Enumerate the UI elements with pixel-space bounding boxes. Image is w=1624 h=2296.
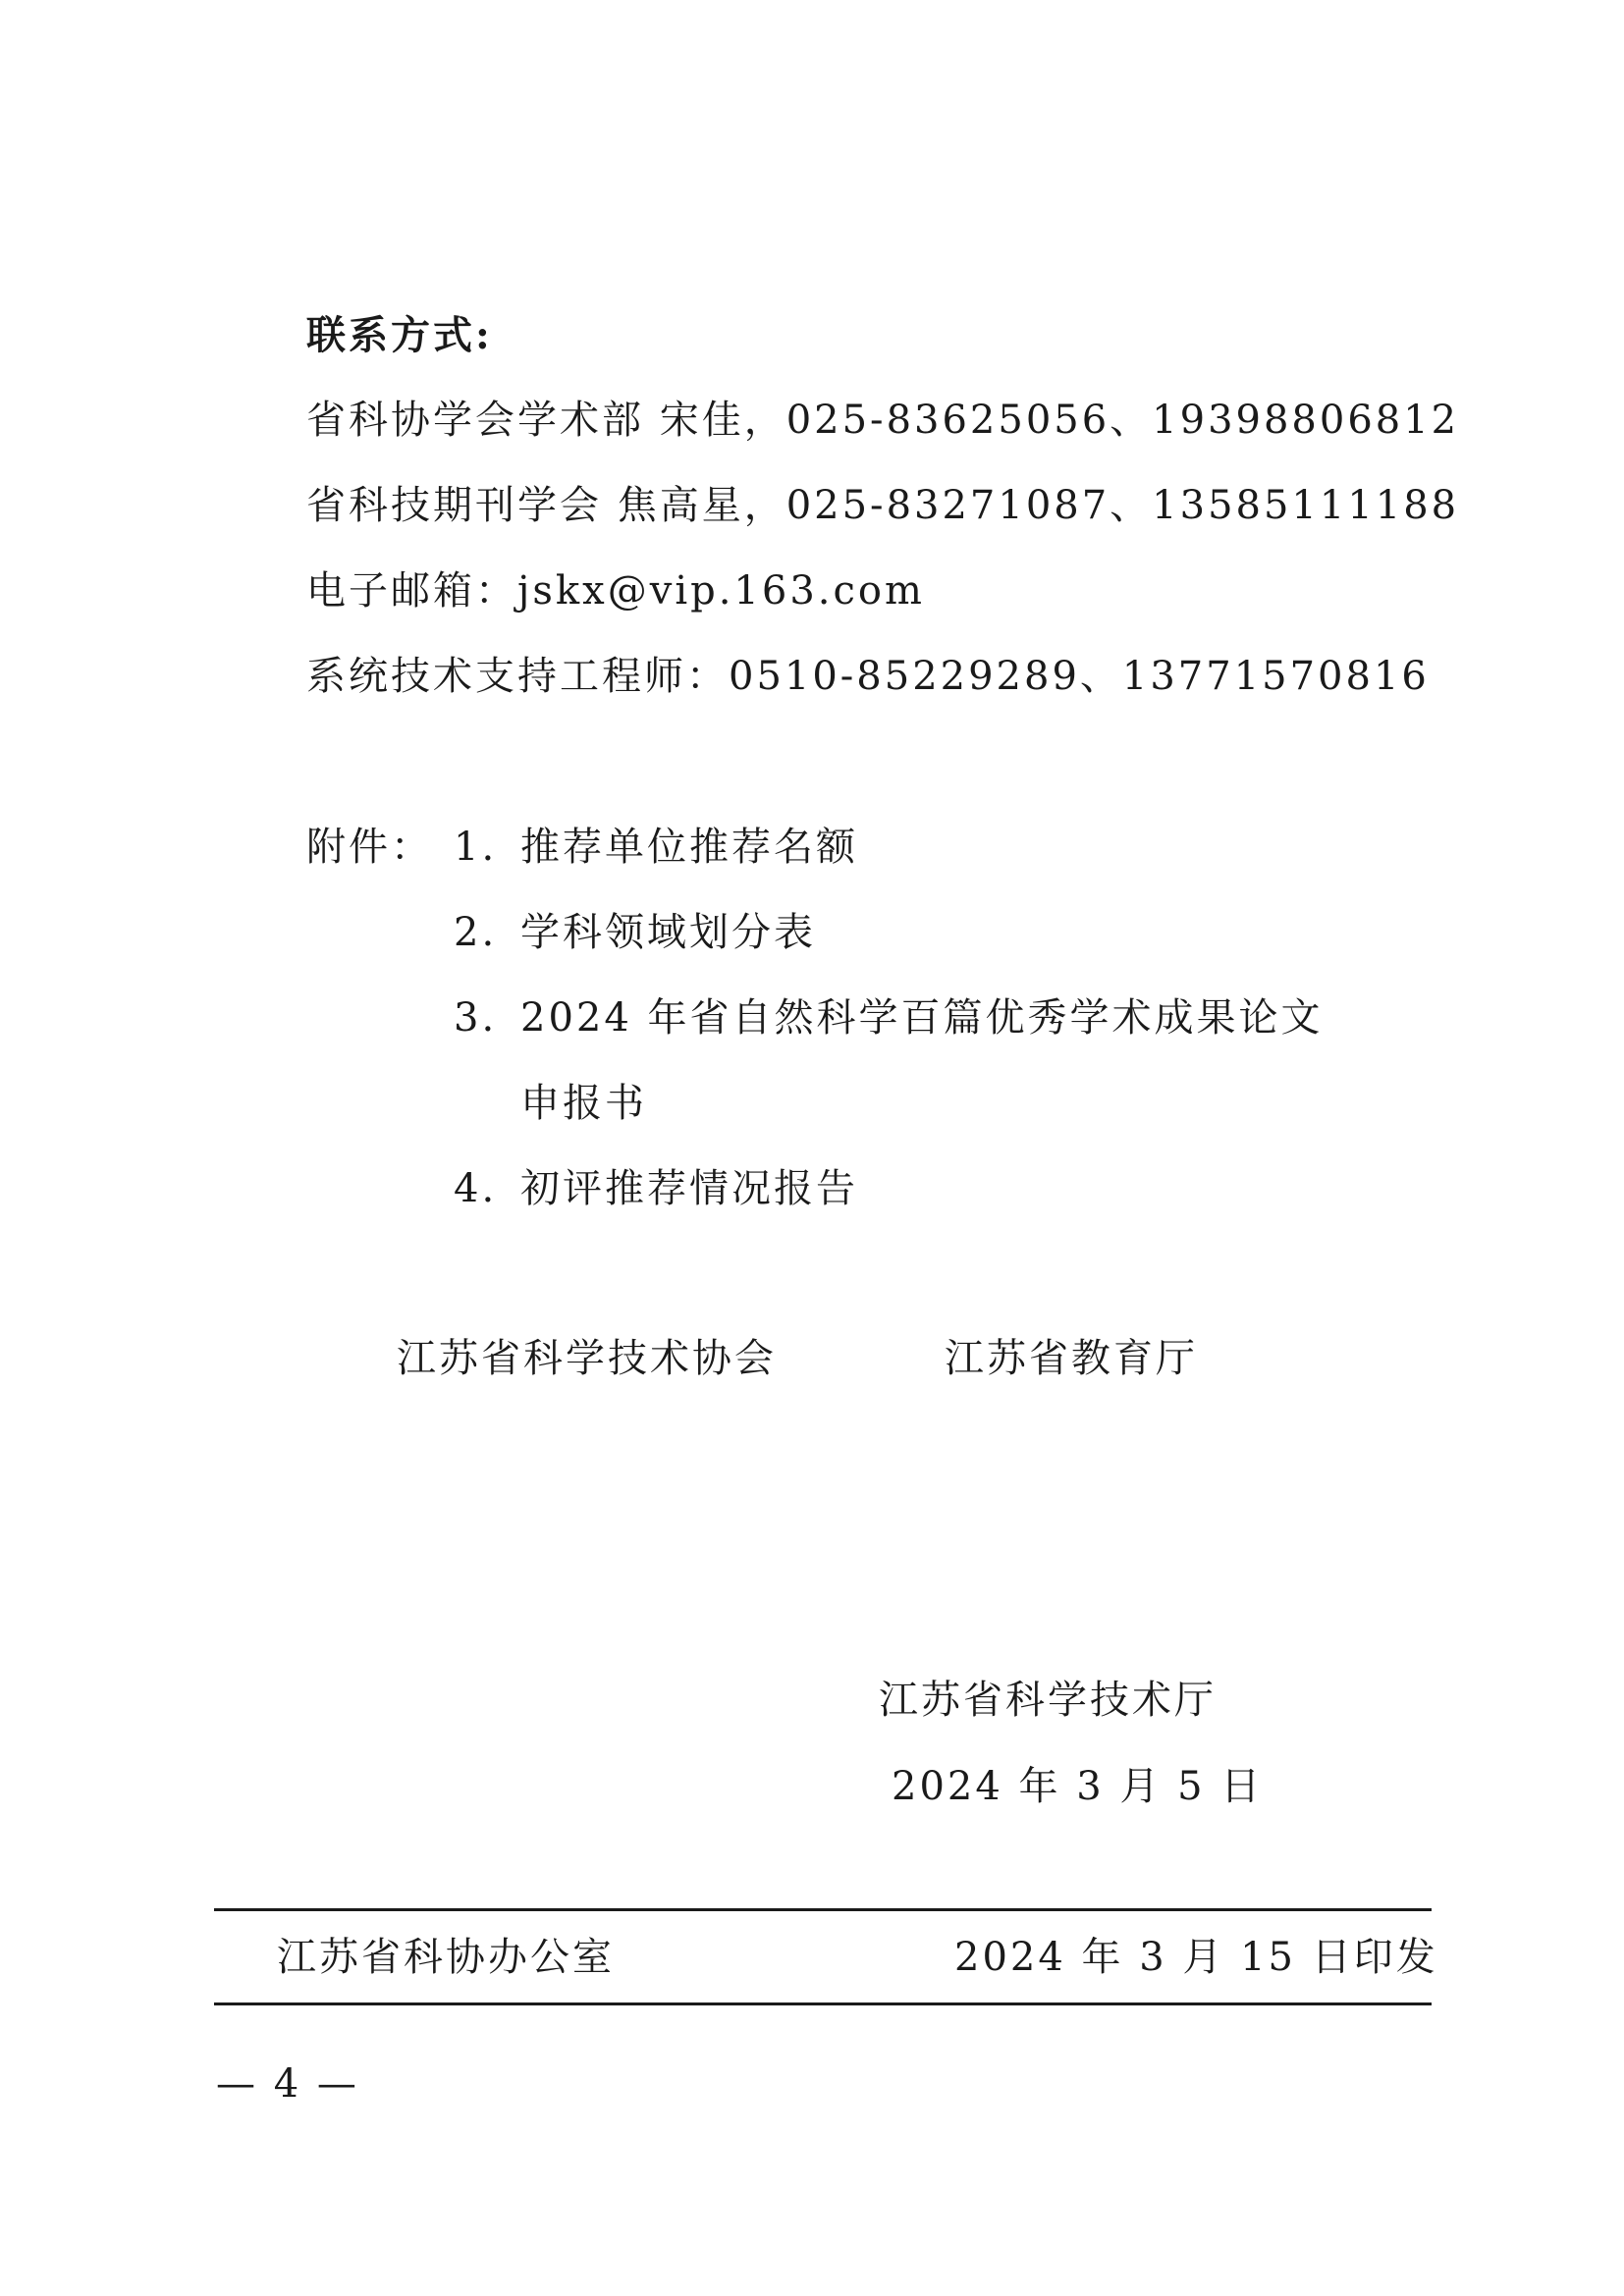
attachment-number: 4. (454, 1166, 498, 1211)
contact-line-tech-support: 系统技术支持工程师：0510-85229289、13771570816 (306, 654, 1430, 699)
attachments-label: 附件： (306, 825, 433, 870)
attachment-item: 初评推荐情况报告 (520, 1166, 858, 1211)
issuer-science-dept: 江苏省科学技术厅 (879, 1678, 1217, 1723)
contact-line-academic-dept: 省科协学会学术部 宋佳，025-83625056、19398806812 (306, 398, 1460, 443)
contact-line-email: 电子邮箱：jskx@vip.163.com (306, 568, 925, 614)
attachment-number: 1. (454, 825, 498, 870)
footer-office: 江苏省科协办公室 (277, 1935, 615, 1980)
issue-date: 2024 年 3 月 5 日 (892, 1764, 1264, 1809)
attachment-number: 2. (454, 910, 498, 955)
attachment-number: 3. (454, 995, 498, 1041)
attachment-item: 学科领域划分表 (520, 910, 816, 955)
footer-top-rule (214, 1908, 1432, 1911)
issuer-association: 江苏省科学技术协会 (397, 1336, 777, 1381)
attachment-item: 推荐单位推荐名额 (520, 825, 858, 870)
attachment-item-continuation: 申报书 (520, 1081, 647, 1126)
page-number: — 4 — (216, 2061, 359, 2107)
attachment-item: 2024 年省自然科学百篇优秀学术成果论文 (520, 995, 1324, 1041)
contact-line-journal-society: 省科技期刊学会 焦高星，025-83271087、13585111188 (306, 483, 1460, 528)
contact-heading: 联系方式: (306, 312, 493, 358)
footer-bottom-rule (214, 2002, 1432, 2005)
issuer-education-dept: 江苏省教育厅 (945, 1336, 1198, 1381)
footer-print-date: 2024 年 3 月 15 日印发 (954, 1935, 1438, 1980)
